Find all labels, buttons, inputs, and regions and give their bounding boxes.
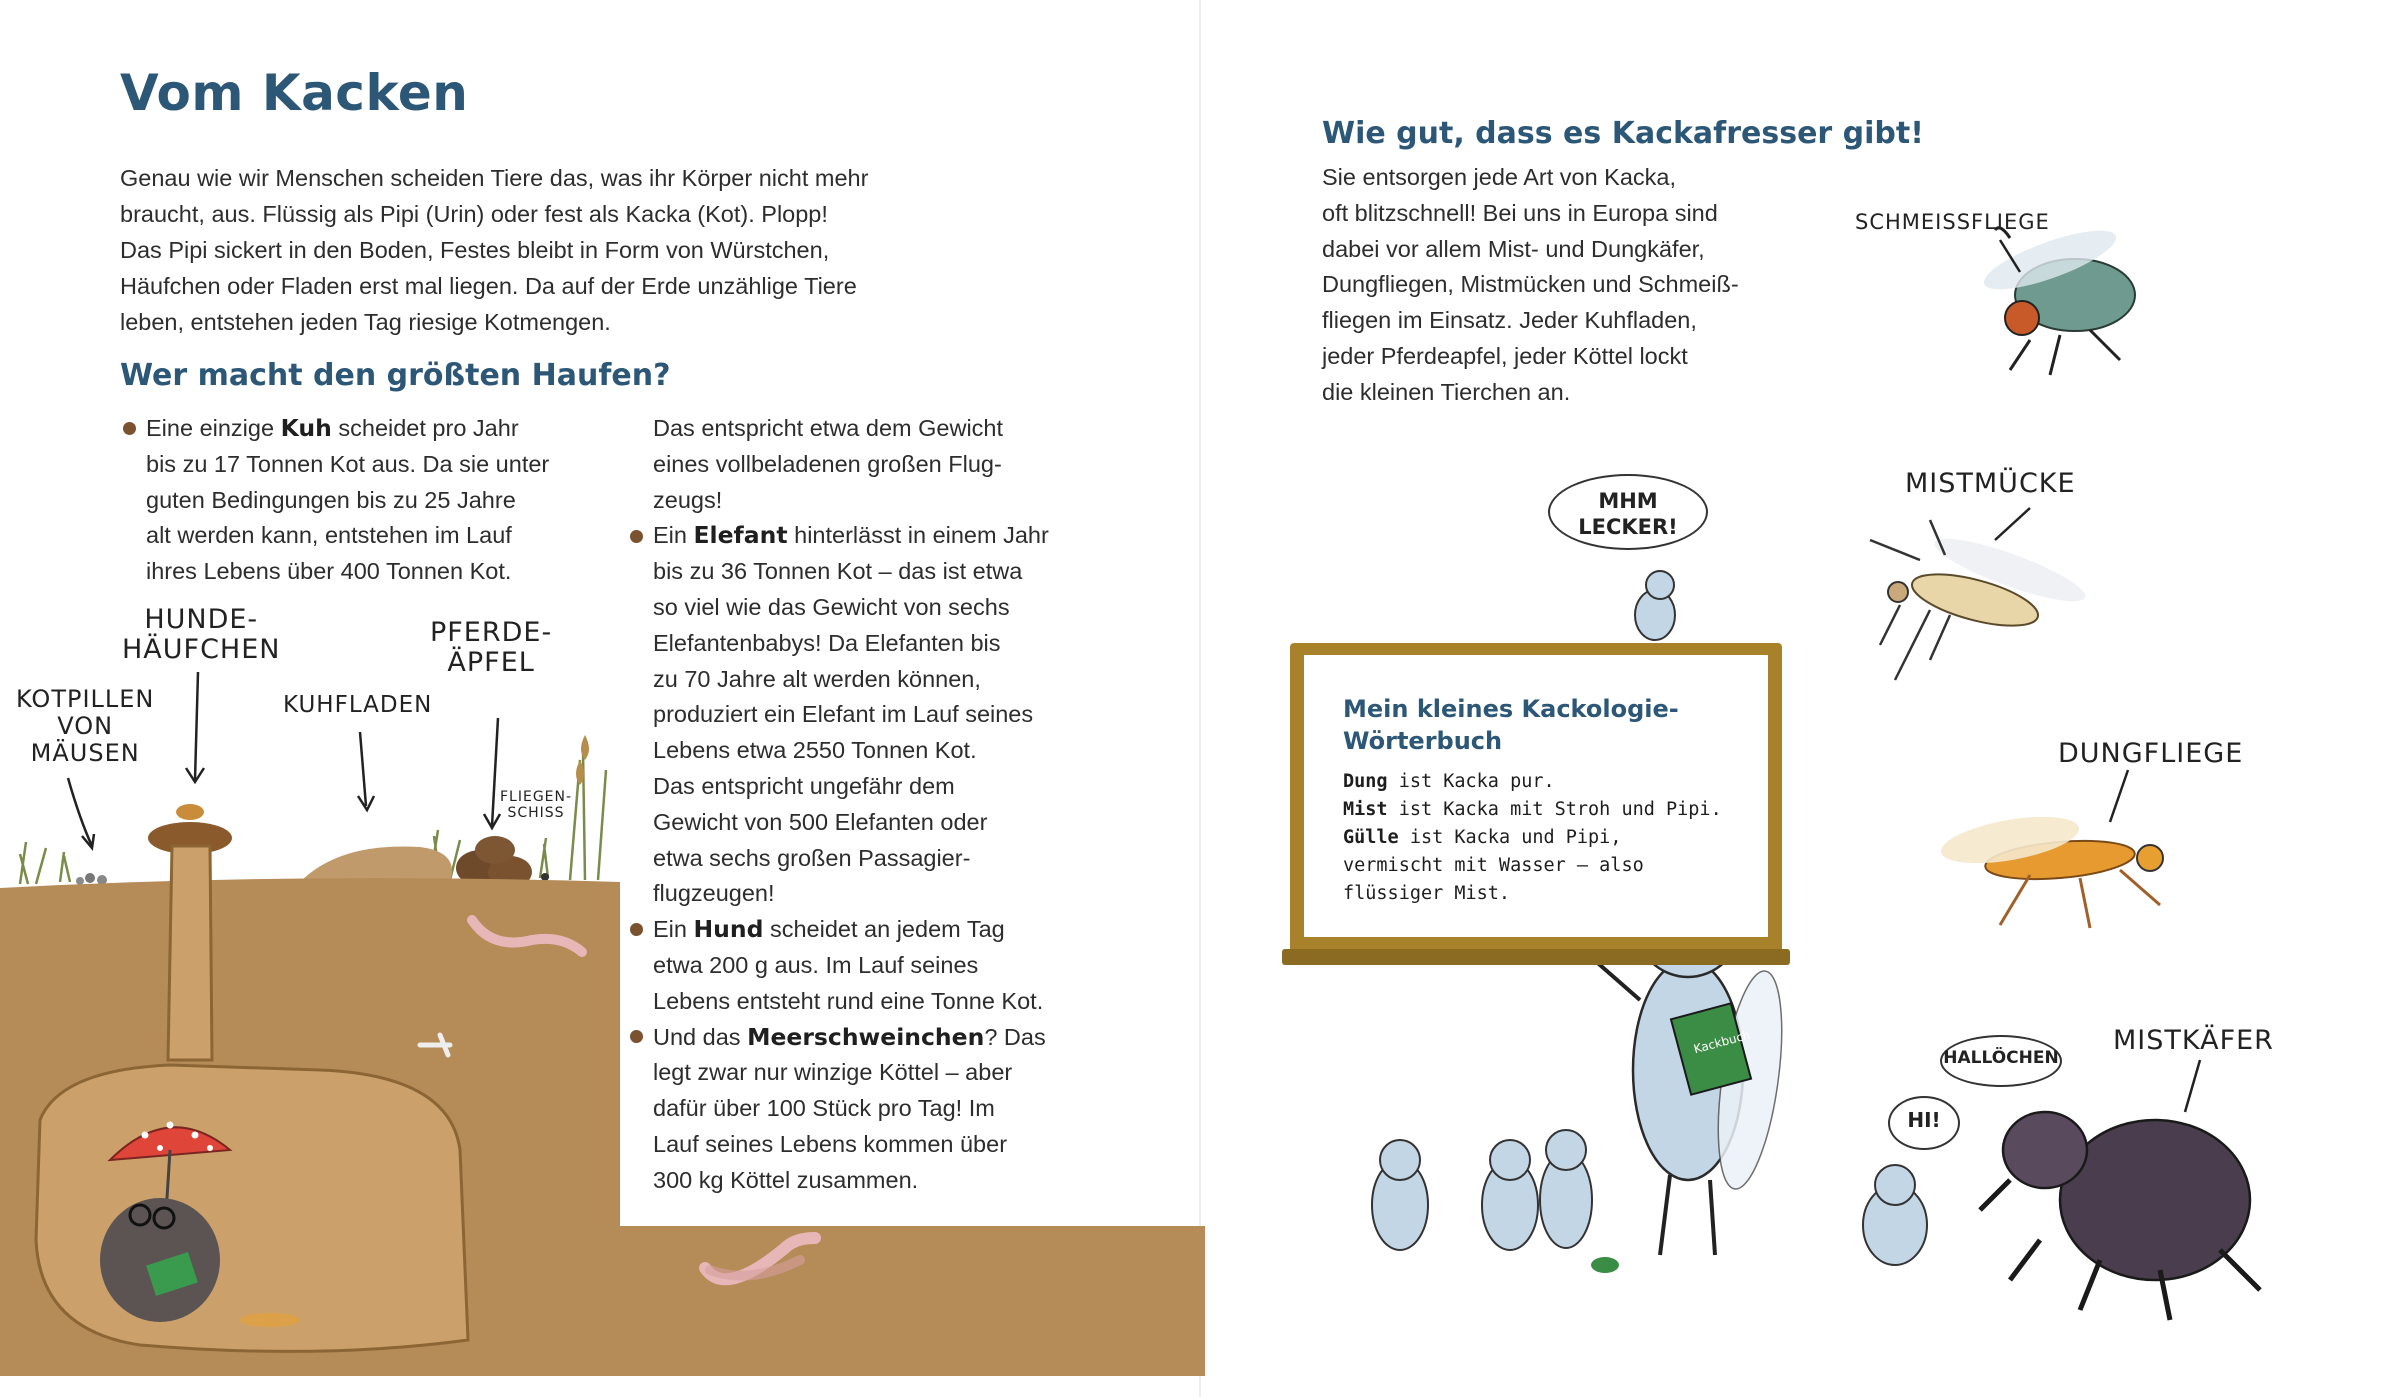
bullet	[630, 923, 643, 936]
label-mosquito: MISTMÜCKE	[1905, 468, 2076, 499]
speech-bubble-hi: HI!	[1888, 1096, 1960, 1150]
keyword-elephant: Elefant	[693, 521, 788, 550]
intro-line: braucht, aus. Flüssig als Pipi (Urin) oder fest als Kacka (Kot). Plopp!	[120, 201, 828, 227]
dictionary-title: Mein kleines Kackologie- Wörterbuch	[1343, 695, 1679, 755]
speech-bubble-mhm: MHM LECKER!	[1548, 474, 1708, 550]
speech-bubble-hallochen: HALLÖCHEN	[1940, 1035, 2062, 1087]
bullet	[123, 422, 136, 435]
label-mouse-pellets: KOTPILLEN VON MÄUSEN	[16, 685, 155, 767]
term-guelle: Gülle	[1343, 827, 1399, 848]
keyword-guinea-pig: Meerschweinchen	[747, 1022, 985, 1051]
label-dungfly: DUNGFLIEGE	[2058, 738, 2244, 769]
bullet	[630, 530, 643, 543]
intro-line: Häufchen oder Fladen erst mal liegen. Da auf der Erde unzählige Tiere	[120, 273, 857, 299]
keyword-dog: Hund	[693, 915, 764, 944]
intro-line: leben, entstehen jeden Tag riesige Kotmengen.	[120, 309, 611, 335]
section-heading-kackafresser: Wie gut, dass es Kackafresser gibt!	[1322, 116, 1924, 151]
mosquito-illustration	[1870, 520, 2091, 680]
label-dungbeetle: MISTKÄFER	[2113, 1025, 2274, 1056]
label-horse-apples: PFERDE- ÄPFEL	[430, 617, 553, 679]
intro-paragraph	[120, 160, 980, 340]
dictionary-entries: Dung ist Kacka pur. Mist ist Kacka mit Stroh und Pipi. Gülle ist Kacka und Pipi, vermischt mit Wasser – also flüssiger Mist.	[1343, 771, 1722, 904]
page-title: Vom Kacken	[120, 64, 469, 122]
section-heading-haufen: Wer macht den größten Haufen?	[120, 358, 671, 393]
label-blowfly: SCHMEISSFLIEGE	[1855, 210, 2050, 234]
intro-line: Genau wie wir Menschen scheiden Tiere das, was ihr Körper nicht mehr	[120, 165, 869, 191]
term-dung: Dung	[1343, 771, 1388, 792]
dungfly-illustration	[1938, 808, 2163, 928]
label-dog-poop: HUNDE- HÄUFCHEN	[122, 604, 281, 666]
cow-paragraph: Eine einzige Kuh scheidet pro Jahr bis zu 17 Tonnen Kot aus. Da sie unter guten Bedingungen bis zu 25 Jahre alt werden kann, entstehen im Lauf ihres Lebens über 400 Tonnen Kot.	[146, 414, 550, 585]
keyword-cow: Kuh	[280, 414, 332, 442]
label-cow-pat: KUHFLADEN	[283, 692, 433, 718]
book-label: Kackbuch	[1692, 1027, 1752, 1057]
kackafresser-paragraph: Sie entsorgen jede Art von Kacka, oft blitzschnell! Bei uns in Europa sind dabei vor allem Mist- und Dungkäfer, Dungfliegen, Mistmücken und Schmeiß- fliegen im Einsatz. Jeder Kuhfladen, jeder Pferdeapfel, jeder Köttel lockt die kleinen Tierchen an.	[1322, 164, 1739, 405]
column-2-text: Das entspricht etwa dem Gewicht eines vollbeladenen großen Flug- zeugs! Ein Elefant hinterlässt in einem Jahr bis zu 36 Tonnen Kot – das ist etwa so viel wie das Gewicht von sechs Elefantenbabys! Da Elefanten bis zu 70 Jahre alt werden können, produziert ein Elefant im Lauf seines Lebens etwa 2550 Tonnen Kot. Das entspricht ungefähr dem Gewicht von 500 Elefanten oder etwa sechs großen Passagier- flugzeugen! Ein Hund scheidet an jedem Tag etwa 200 g aus. Im Lauf seines Lebens entsteht rund eine Tonne Kot. Und das Meerschweinchen? Das legt zwar nur winzige Köttel – aber dafür über 100 Stück pro Tag! Im Lauf seines Lebens kommen über 300 kg Köttel zusammen.	[653, 415, 1049, 1193]
term-mist: Mist	[1343, 799, 1388, 820]
bullet	[630, 1030, 643, 1043]
dungbeetle-illustration	[1980, 1112, 2260, 1320]
intro-line: Das Pipi sickert in den Boden, Festes bleibt in Form von Würstchen,	[120, 237, 830, 263]
label-fly-droppings: FLIEGEN- SCHISS	[500, 789, 573, 821]
chalkboard-ledge	[1282, 949, 1790, 965]
